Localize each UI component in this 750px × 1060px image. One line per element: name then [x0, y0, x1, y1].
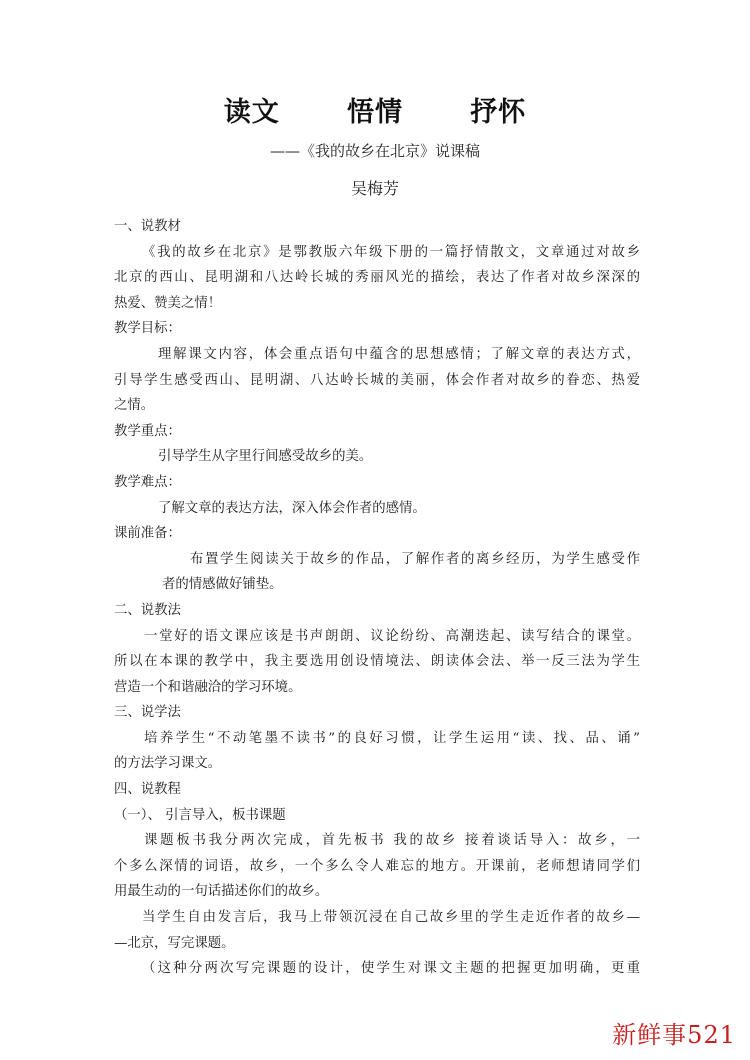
document-author: 吴梅芳 [350, 179, 399, 198]
paragraph-line: 之情。 [114, 398, 155, 414]
label-teaching-goals: 教学目标： [114, 321, 181, 337]
label-teaching-key: 教学重点： [114, 423, 181, 439]
paragraph-line: （这种分两次写完课题的设计，使学生对课文主题的把握更加明确，更重 [142, 961, 640, 977]
section-heading-textbook: 一、说教材 [114, 219, 181, 234]
label-preparation: 课前准备： [114, 526, 181, 542]
paragraph-line: 理解课文内容，体会重点语句中蕴含的思想感情；了解文章的表达方式， [158, 346, 640, 362]
paragraph-line: 布置学生阅读关于故乡的作品，了解作者的离乡经历，为学生感受作 [190, 551, 640, 567]
paragraph-line: 培养学生“不动笔墨不读书”的良好习惯，让学生运用“读、找、品、诵” [144, 730, 640, 746]
paragraph-line: 热爱、赞美之情！ [114, 295, 222, 311]
paragraph-line: 者的情感做好铺垫。 [162, 577, 283, 593]
paragraph-line: 一堂好的语文课应该是书声朗朗、议论纷纷、高潮迭起、读写结合的课堂。 [144, 628, 640, 644]
document-title: 读文 悟情 抒怀 [223, 97, 527, 128]
section-heading-process: 四、说教程 [114, 782, 181, 798]
watermark: 新鲜事521 [612, 1021, 736, 1049]
paragraph-line: 个多么深情的词语，故乡，一个多么令人难忘的地方。开课前，老师想请同学们 [114, 858, 640, 874]
label-teaching-difficulty: 教学难点： [114, 474, 181, 490]
paragraph-line: —北京，写完课题。 [114, 935, 235, 951]
paragraph-line: 了解文章的表达方法，深入体会作者的感情。 [158, 500, 426, 516]
paragraph-line: 《我的故乡在北京》是鄂教版六年级下册的一篇抒情散文，文章通过对故乡 [142, 244, 640, 260]
paragraph-line: 北京的西山、昆明湖和八达岭长城的秀丽风光的描绘，表达了作者对故乡深深的 [114, 270, 640, 286]
document-body [114, 214, 640, 982]
paragraph-line: 的方法学习课文。 [114, 756, 222, 772]
document-subtitle: ——《我的故乡在北京》说课稿 [269, 142, 480, 160]
section-heading-methods: 二、说教法 [114, 602, 181, 618]
paragraph-line: 引导学生从字里行间感受故乡的美。 [158, 449, 373, 465]
paragraph-line: 用最生动的一句话描述你们的故乡。 [114, 884, 329, 900]
paragraph-line: 引导学生感受西山、昆明湖、八达岭长城的美丽，体会作者对故乡的眷恋、热爱 [114, 372, 640, 388]
subsection-heading-intro: （一）、 引言导入，板书课题 [114, 807, 286, 823]
section-heading-learning: 三、说学法 [114, 705, 181, 721]
paragraph-line: 当学生自由发言后，我马上带领沉浸在自己故乡里的学生走近作者的故乡— [142, 910, 640, 926]
paragraph-line: 课题板书我分两次完成，首先板书 我的故乡 接着谈话导入：故乡，一 [144, 833, 640, 849]
paragraph-line: 营造一个和谐融洽的学习环境。 [114, 679, 302, 695]
paragraph-line: 所以在本课的教学中，我主要选用创设情境法、朗读体会法、举一反三法为学生 [114, 654, 640, 670]
